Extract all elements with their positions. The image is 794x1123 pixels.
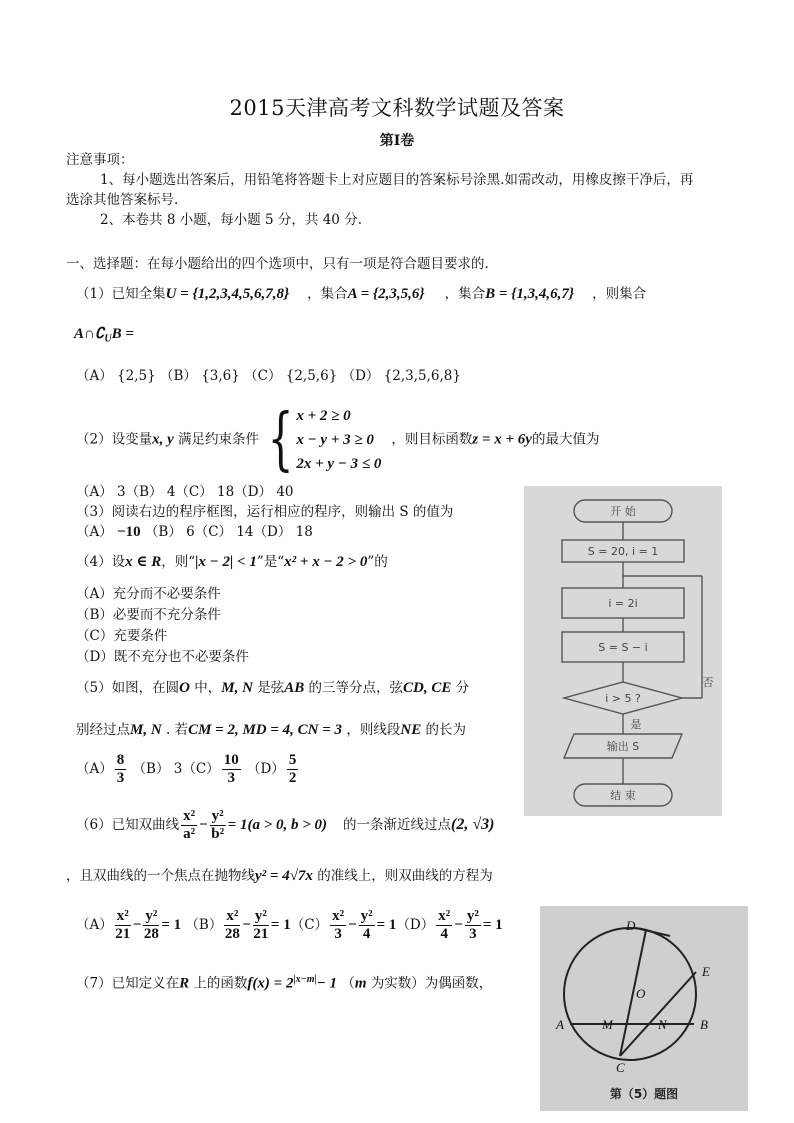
question-1-expression: $A\cap∁_UB$ = (74, 326, 134, 345)
figure-caption: 第（5）题图 (609, 1087, 679, 1101)
question-4-option-a: （A）充分而不必要条件 (76, 586, 221, 602)
point-d: D (626, 918, 636, 933)
question-6-options: （A） $\frac{\text{x²}}{21}$ − $\frac{\text{y²}}{28}$ = 1 （B） $\frac{\text{x²}}{28}$ − $\frac{\text{y²}}{21}$ = 1（C） $\frac{\text{x²}}{3}$ − $\frac{\text{y²}}{4}$ = 1（D） $\frac{\text{x²}}{4}$ − $\frac{\text{y²}}{3}$ = 1 (76, 908, 503, 942)
circle-figure (540, 906, 748, 1111)
question-2-options: （A） 3（B） 4（C） 18（D） 40 (76, 484, 294, 500)
flowchart-end: 结 束 (610, 789, 636, 802)
notice-heading: 注意事项： (66, 152, 134, 168)
notice-item-1-line-1: 1、每小题选出答案后，用铅笔将答题卡上对应题目的答案标号涂黑.如需改动，用橡皮擦干净后，再 (100, 172, 694, 188)
flowchart-step-2: S = S − i (598, 641, 648, 654)
flowchart-init: S = 20, i = 1 (587, 545, 659, 558)
constraint-2: x − y + 3 ≥ 0 (296, 432, 374, 448)
question-1-options: （A） {2,5} （B） {3,6} （C） {2,5,6} （D） {2,3,5,6,8} (76, 368, 461, 384)
section-subtitle: 第Ⅰ卷 (379, 133, 415, 149)
notice-item-1-line-2: 选涂其他答案标号. (66, 192, 179, 208)
point-m: M (602, 1017, 613, 1032)
question-4: （4）设x ∈ R，则“|x − 2| < 1”是“x² + x − 2 > 0”的 (76, 554, 388, 570)
point-c: C (616, 1060, 625, 1075)
question-6-line-1: （6）已知双曲线 $\frac{\text{x²}}{\text{a²}}$ − $\frac{\text{y²}}{\text{b²}}$ = 1(a > 0, b > 0) 的一条渐近线过点(2, √3) (76, 808, 495, 842)
point-a: A (556, 1017, 564, 1032)
point-n: N (658, 1017, 667, 1032)
flowchart-figure (524, 486, 722, 816)
question-5-line-1: （5）如图，在圆O 中，M, N 是弦AB 的三等分点，弦CD, CE 分 (76, 680, 470, 696)
question-4-option-b: （B）必要而不充分条件 (76, 607, 221, 623)
question-7: （7）已知定义在R 上的函数$f(x) = 2^{|x-m|}- 1$ （m 为实数）为偶函数， (76, 974, 493, 992)
flowchart-step-1: i = 2i (608, 597, 638, 610)
notice-item-2: 2、本卷共 8 小题，每小题 5 分，共 40 分. (100, 212, 362, 228)
constraint-1: x + 2 ≥ 0 (296, 408, 351, 424)
point-b: B (700, 1017, 708, 1032)
flowchart-no: 否 (702, 676, 714, 689)
question-3-options: （A） −10 （B） 6（C） 14（D） 18 (76, 524, 313, 540)
question-6-line-2: ，且双曲线的一个焦点在抛物线y² = 4√7x 的准线上，则双曲线的方程为 (66, 868, 493, 884)
section-heading: 一、选择题：在每小题给出的四个选项中，只有一项是符合题目要求的. (66, 256, 489, 272)
point-e: E (702, 964, 710, 979)
flowchart-yes: 是 (630, 718, 642, 731)
flowchart-start: 开 始 (610, 505, 636, 518)
constraint-3: 2x + y − 3 ≤ 0 (296, 456, 382, 472)
question-1: （1）已知全集U = {1,2,3,4,5,6,7,8} ，集合A = {2,3,5,6} ，集合B = {1,3,4,6,7} ，则集合 (76, 286, 647, 302)
page-title: 2015天津高考文科数学试题及答案 (229, 96, 565, 120)
question-4-option-d: （D）既不充分也不必要条件 (76, 649, 249, 665)
question-5-options: （A） $\frac{8}{3}$ （B） 3（C） $\frac{10}{3}$ （D） $\frac{5}{2}$ (76, 752, 297, 786)
question-5-line-2: 别经过点M, N . 若CM = 2, MD = 4, CN = 3 ，则线段NE 的长为 (76, 722, 466, 738)
question-3: （3）阅读右边的程序框图，运行相应的程序，则输出 S 的值为 (76, 504, 454, 520)
question-4-option-c: （C）充要条件 (76, 628, 168, 644)
point-o: O (636, 986, 646, 1001)
flowchart-output: 输出 S (606, 740, 640, 753)
question-2: （2）设变量x, y 满足约束条件 { x + 2 ≥ 0 x − y + 3 ≥ 0 2x + y − 3 ≤ 0 ，则目标函数z = x + 6y的最大值为 (76, 400, 600, 479)
flowchart-condition: i > 5 ? (605, 692, 641, 705)
